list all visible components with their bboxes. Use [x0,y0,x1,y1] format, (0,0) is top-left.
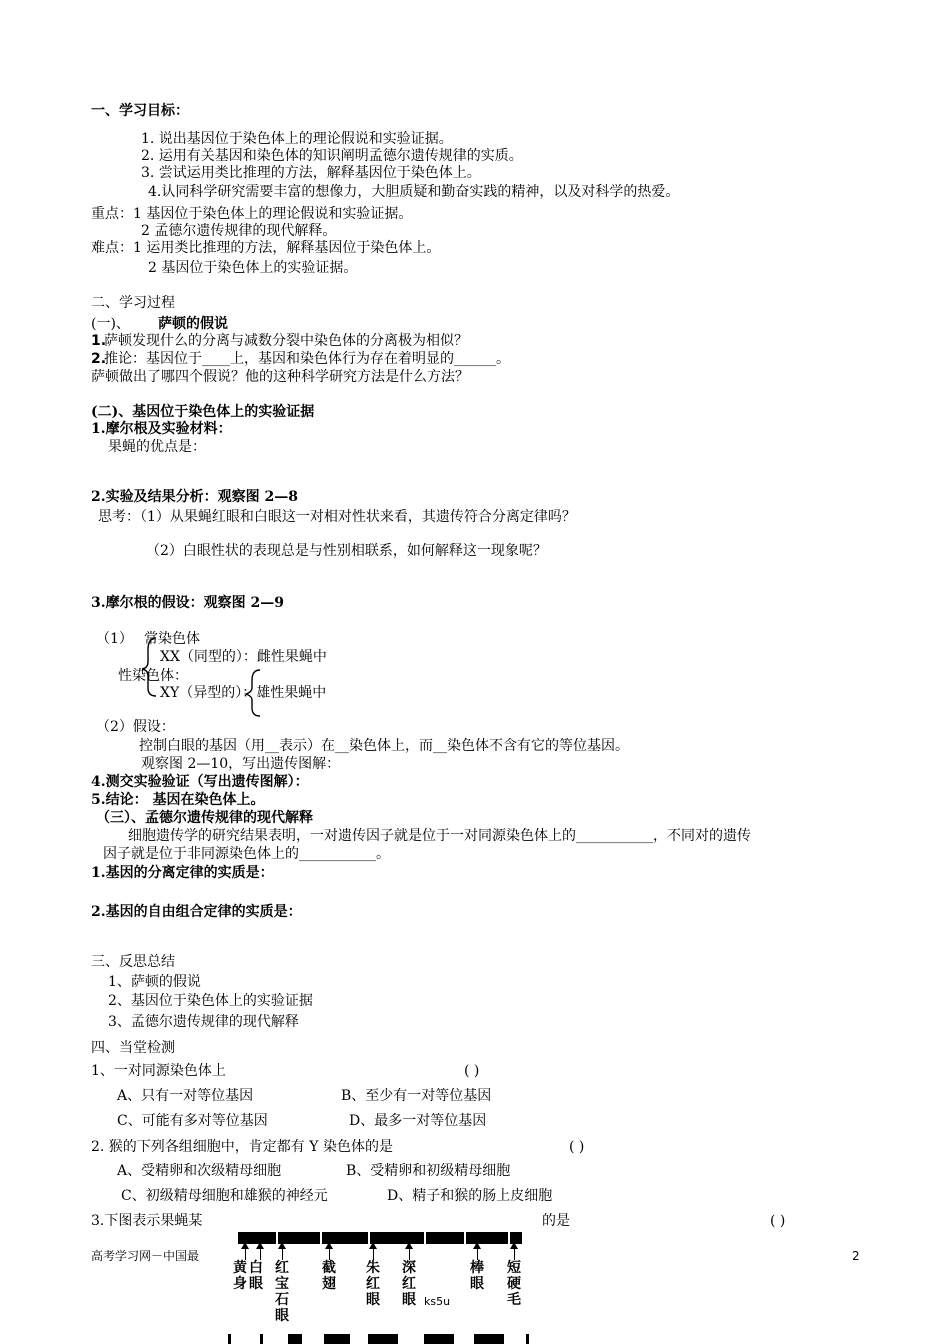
part-3-title: （三）、孟德尔遗传规律的现代解释 [96,810,313,826]
conclusion: 5.结论： 基因在染色体上。 [91,792,265,808]
chromosome-band [424,1232,426,1244]
test-q2: 2. 猴的下列各组细胞中，肯定都有 Y 染色体的是 [91,1139,393,1155]
section-3-title: 三、反思总结 [91,954,175,970]
goal-1: 1. 说出基因位于染色体上的理论假说和实验证据。 [141,131,453,147]
cut-off-band [424,1334,454,1344]
difficulty-2: 2 基因位于染色体上的实验证据。 [148,260,358,276]
test-q1-a: A、只有一对等位基因 [117,1088,254,1104]
gene-label-ruby-eye: 红宝石眼 [275,1260,289,1324]
gene-arrow [245,1246,246,1260]
gene-label-white-eye: 白眼 [249,1260,263,1292]
cut-off-band [288,1334,302,1344]
fruitfly-advantage: 果蝇的优点是： [108,439,206,455]
goal-2: 2. 运用有关基因和染色体的知识阐明孟德尔遗传规律的实质。 [141,148,523,164]
cut-off-band [324,1334,350,1344]
summary-2: 2、基因位于染色体上的实验证据 [108,993,313,1009]
sex-chromosome-label: 性染色体： [118,668,188,684]
test-q2-d: D、精子和猴的肠上皮细胞 [387,1188,553,1204]
test-q1-d: D、最多一对等位基因 [349,1113,487,1129]
test-q1-b: B、至少有一对等位基因 [341,1088,492,1104]
goal-3: 3. 尝试运用类比推理的方法，解释基因位于染色体上。 [141,165,481,181]
gene-arrow [373,1246,374,1260]
hypothesis-1-number: （1） [96,631,133,647]
testcross: 4.测交实验验证（写出遗传图解）： [91,774,309,790]
key-point-2: 2 孟德尔遗传规律的现代解释。 [141,223,337,239]
observe-figure: 观察图 2—10，写出遗传图解： [141,756,341,772]
hypothesis-2-line: 控制白眼的基因（用__表示）在__染色体上，而__染色体不含有它的等位基因。 [139,738,629,754]
chromosome-band [464,1232,466,1244]
test-q2-b: B、受精卵和初级精母细胞 [346,1163,511,1179]
segregation-law: 1.基因的分离定律的实质是： [91,865,274,881]
gene-label-cut-wing: 截翅 [322,1260,336,1292]
gene-arrow [477,1246,478,1260]
section-4-title: 四、当堂检测 [91,1040,175,1056]
test-q2-a: A、受精卵和次级精母细胞 [117,1163,282,1179]
chromosome-gene-map [228,1226,528,1344]
question-1-number: 1. [91,333,107,349]
gene-arrow [514,1246,515,1260]
morgan-materials: 1.摩尔根及实验材料： [91,421,232,437]
cut-off-band [368,1334,398,1344]
xx-female: XX（同型的）：雌性果蝇中 [160,649,327,665]
experiment-analysis: 2.实验及结果分析：观察图 2—8 [91,489,298,505]
gene-label-yellow-body: 黄身 [233,1260,247,1292]
cut-off-band [474,1334,504,1344]
test-q1-answer: ( ) [464,1063,480,1079]
part-1-title: 萨顿的假说 [158,316,228,332]
cut-off-band [228,1334,231,1344]
think-2: （2）白眼性状的表现总是与性别相联系，如何解释这一现象呢？ [146,543,547,559]
question-3: 萨顿做出了哪四个假说？他的这种科学研究方法是什么方法？ [91,369,469,385]
test-q2-answer: ( ) [569,1139,585,1155]
xy-male: XY（异型的）：雄性果蝇中 [160,685,327,701]
summary-1: 1、萨顿的假说 [108,974,201,990]
autosome-label: 常染色体 [144,631,200,647]
gene-arrow [282,1246,283,1260]
difficulty-1: 难点：1 运用类比推理的方法，解释基因位于染色体上。 [91,240,441,256]
brace-lines [140,636,270,720]
question-2-number: 2. [91,351,107,367]
cut-off-band [260,1334,263,1344]
question-2: 推论：基因位于____上，基因和染色体行为存在着明显的______。 [104,351,510,367]
section-2-title: 二、学习过程 [91,295,175,311]
section-1-title: 一、学习目标： [91,103,189,119]
cut-off-band [526,1334,529,1344]
gene-label-bar-eye: 棒眼 [470,1260,484,1292]
part-3-line-1: 细胞遗传学的研究结果表明，一对遗传因子就是位于一对同源染色体上的___________，不同对的遗传 [128,828,751,844]
test-q3-answer: ( ) [770,1213,786,1229]
part-2-title: (二)、基因位于染色体上的实验证据 [91,404,315,420]
summary-3: 3、孟德尔遗传规律的现代解释 [108,1014,299,1030]
gene-arrow [260,1246,261,1260]
gene-label-carmine-eye: 深红眼 [402,1260,416,1308]
test-q1: 1、一对同源染色体上 [91,1063,226,1079]
footer-left: 高考学习网－中国最 [91,1249,200,1263]
test-q2-c: C、初级精母细胞和雄猴的神经元 [121,1188,328,1204]
test-q3: 3.下图表示果蝇某 [91,1213,203,1229]
watermark-text: ks5u [424,1295,451,1308]
part-1-label: (一)、 [91,316,130,332]
test-q1-c: C、可能有多对等位基因 [117,1113,268,1129]
think-1: 思考：（1）从果蝇红眼和白眼这一对相对性状来看，其遗传符合分离定律吗？ [98,509,576,525]
gene-label-vermilion-eye: 朱红眼 [366,1260,380,1308]
hypothesis-2: （2）假设： [96,719,175,735]
part-3-line-2: 因子就是位于非同源染色体上的___________。 [103,846,390,862]
chromosome-band [320,1232,322,1244]
question-1: 萨顿发现什么的分离与减数分裂中染色体的分离极为相似？ [104,333,468,349]
goal-4: 4.认同科学研究需要丰富的想像力，大胆质疑和勤奋实践的精神，以及对科学的热爱。 [148,184,680,200]
gene-arrow [409,1246,410,1260]
key-point-1: 重点：1 基因位于染色体上的理论假说和实验证据。 [91,206,413,222]
page-number: 2 [852,1249,860,1263]
independent-assortment-law: 2.基因的自由组合定律的实质是： [91,904,302,920]
test-q3-tail: 的是 [542,1213,570,1229]
gene-arrow [329,1246,330,1260]
morgan-hypothesis: 3.摩尔根的假设：观察图 2—9 [91,595,284,611]
gene-label-short-bristle: 短硬毛 [507,1260,521,1308]
